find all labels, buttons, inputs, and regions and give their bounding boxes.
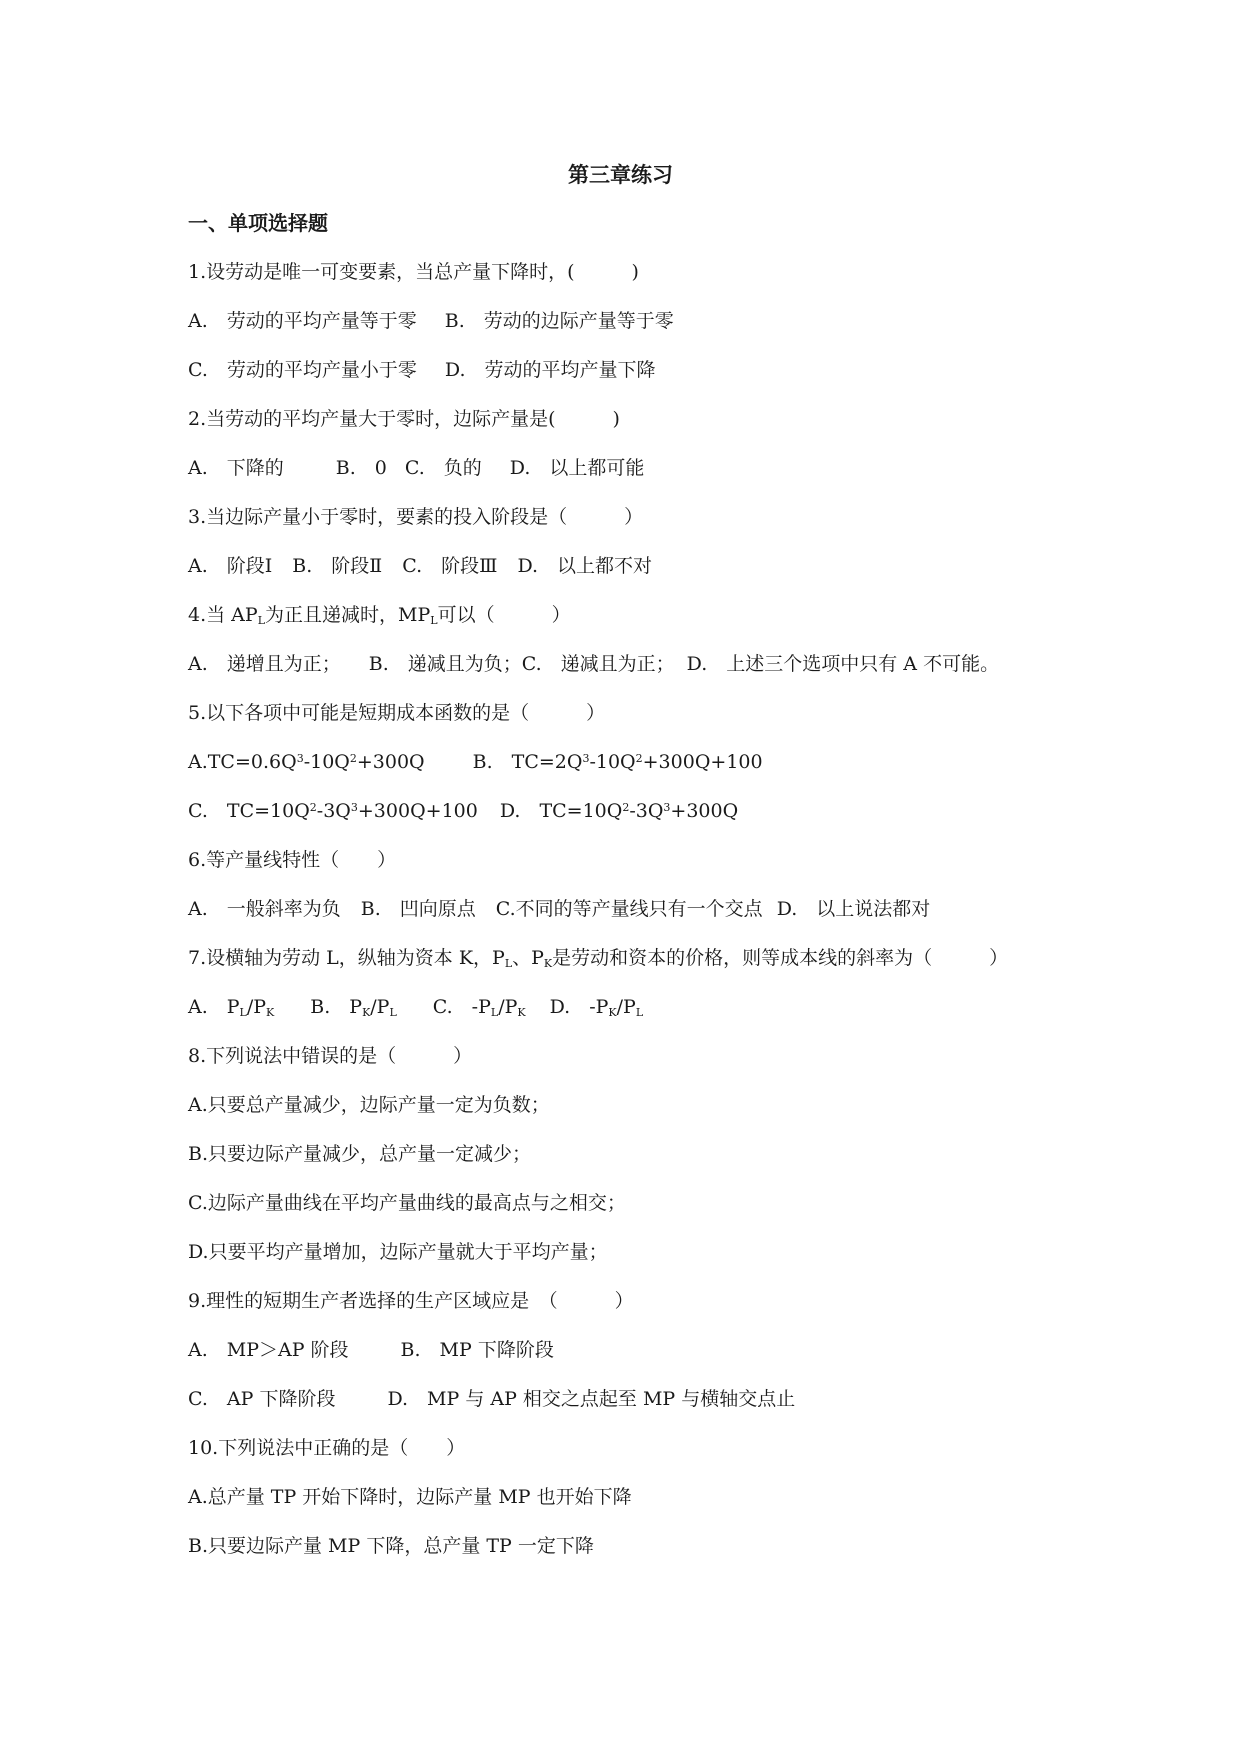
option-d: D. 以上都可能 (509, 457, 645, 479)
option-d: D. $-P_K/P_L$ (549, 996, 644, 1019)
option-d: D. 以上都不对 (517, 555, 653, 577)
option-b: B. $TC=2Q^3-10Q^2+300Q+100$ (472, 751, 763, 773)
question-8-option-a: A.只要总产量减少，边际产量一定为负数； (188, 1094, 550, 1116)
option-c: C. 负的 (404, 457, 482, 479)
question-6-options (188, 894, 930, 924)
question-1-options-cd (188, 355, 656, 385)
question-2-options (188, 453, 644, 483)
option-b: B. 劳动的边际产量等于零 (444, 310, 674, 332)
option-bc: B. 递减且为负；C. 递减且为正； (368, 653, 675, 675)
option-a: A. $P_L/P_K$ (188, 996, 275, 1019)
question-10-option-b: B.只要边际产量 MP 下降，总产量 TP 一定下降 (188, 1535, 594, 1557)
option-d: D. MP 与 AP 相交之点起至 MP 与横轴交点止 (387, 1388, 796, 1410)
page-title: 第三章练习 (568, 163, 673, 187)
question-10-option-a: A.总产量 TP 开始下降时，边际产量 MP 也开始下降 (188, 1486, 632, 1508)
option-a: A. 劳动的平均产量等于零 (188, 310, 417, 332)
question-4: 4.当 $AP_L$为正且递减时，$MP_L$可以（ ） (188, 604, 571, 627)
question-5-options-ab (188, 747, 763, 777)
question-10: 10.下列说法中正确的是（ ） (188, 1437, 466, 1459)
option-c: C. $-P_L/P_K$ (432, 996, 526, 1019)
option-b: B. MP 下降阶段 (400, 1339, 554, 1361)
question-3: 3.当边际产量小于零时，要素的投入阶段是（ ） (188, 506, 644, 528)
section-heading: 一、单项选择题 (188, 211, 328, 235)
question-9: 9.理性的短期生产者选择的生产区域应是 （ ） (188, 1290, 634, 1312)
question-5-options-cd (188, 796, 738, 826)
option-a: A. MP＞AP 阶段 (188, 1339, 349, 1361)
question-3-options (188, 551, 652, 581)
option-a: A. 下降的 (188, 457, 284, 479)
question-7: 7.设横轴为劳动 L，纵轴为资本 K，$P_L$、$P_K$是劳动和资本的价格，则等成本线的斜率为（ ） (188, 947, 1009, 970)
question-8-option-c: C.边际产量曲线在平均产量曲线的最高点与之相交； (188, 1192, 626, 1214)
option-d: D. 上述三个选项中只有 A 不可能。 (686, 653, 1000, 675)
option-a: A. 阶段Ⅰ (188, 555, 273, 577)
option-d: D. 劳动的平均产量下降 (444, 359, 656, 381)
question-2: 2.当劳动的平均产量大于零时，边际产量是( ) (188, 408, 620, 430)
option-a: A. 一般斜率为负 (188, 898, 341, 920)
option-a: $A.TC=0.6Q^3-10Q^2+300Q$ (188, 751, 425, 773)
question-4-options (188, 649, 999, 679)
question-5: 5.以下各项中可能是短期成本函数的是（ ） (188, 702, 606, 724)
option-d: D. 以上说法都对 (776, 898, 931, 920)
option-c: C. 劳动的平均产量小于零 (188, 359, 417, 381)
option-d: D. $TC=10Q^2-3Q^3+300Q$ (499, 800, 739, 822)
option-b: B. 凹向原点 (360, 898, 476, 920)
question-8-option-d: D.只要平均产量增加，边际产量就大于平均产量； (188, 1241, 608, 1263)
question-8: 8.下列说法中错误的是（ ） (188, 1045, 473, 1067)
question-1: 1.设劳动是唯一可变要素，当总产量下降时，( ) (188, 261, 639, 283)
option-b: B. 0 (335, 457, 387, 479)
option-a: A. 递增且为正； (188, 653, 341, 675)
option-c: C. AP 下降阶段 (188, 1388, 336, 1410)
question-6: 6.等产量线特性（ ） (188, 849, 397, 871)
question-1-options-ab (188, 306, 674, 336)
option-c: C. 阶段Ⅲ (402, 555, 498, 577)
question-9-options-ab (188, 1335, 554, 1365)
question-8-option-b: B.只要边际产量减少，总产量一定减少； (188, 1143, 532, 1165)
question-9-options-cd (188, 1384, 795, 1414)
option-b: B. 阶段Ⅱ (292, 555, 383, 577)
question-7-options (188, 992, 643, 1022)
option-c: C. $TC=10Q^2-3Q^3+300Q+100$ (188, 800, 478, 822)
option-c: C.不同的等产量线只有一个交点 (495, 898, 763, 920)
option-b: B. $P_K/P_L$ (310, 996, 397, 1019)
